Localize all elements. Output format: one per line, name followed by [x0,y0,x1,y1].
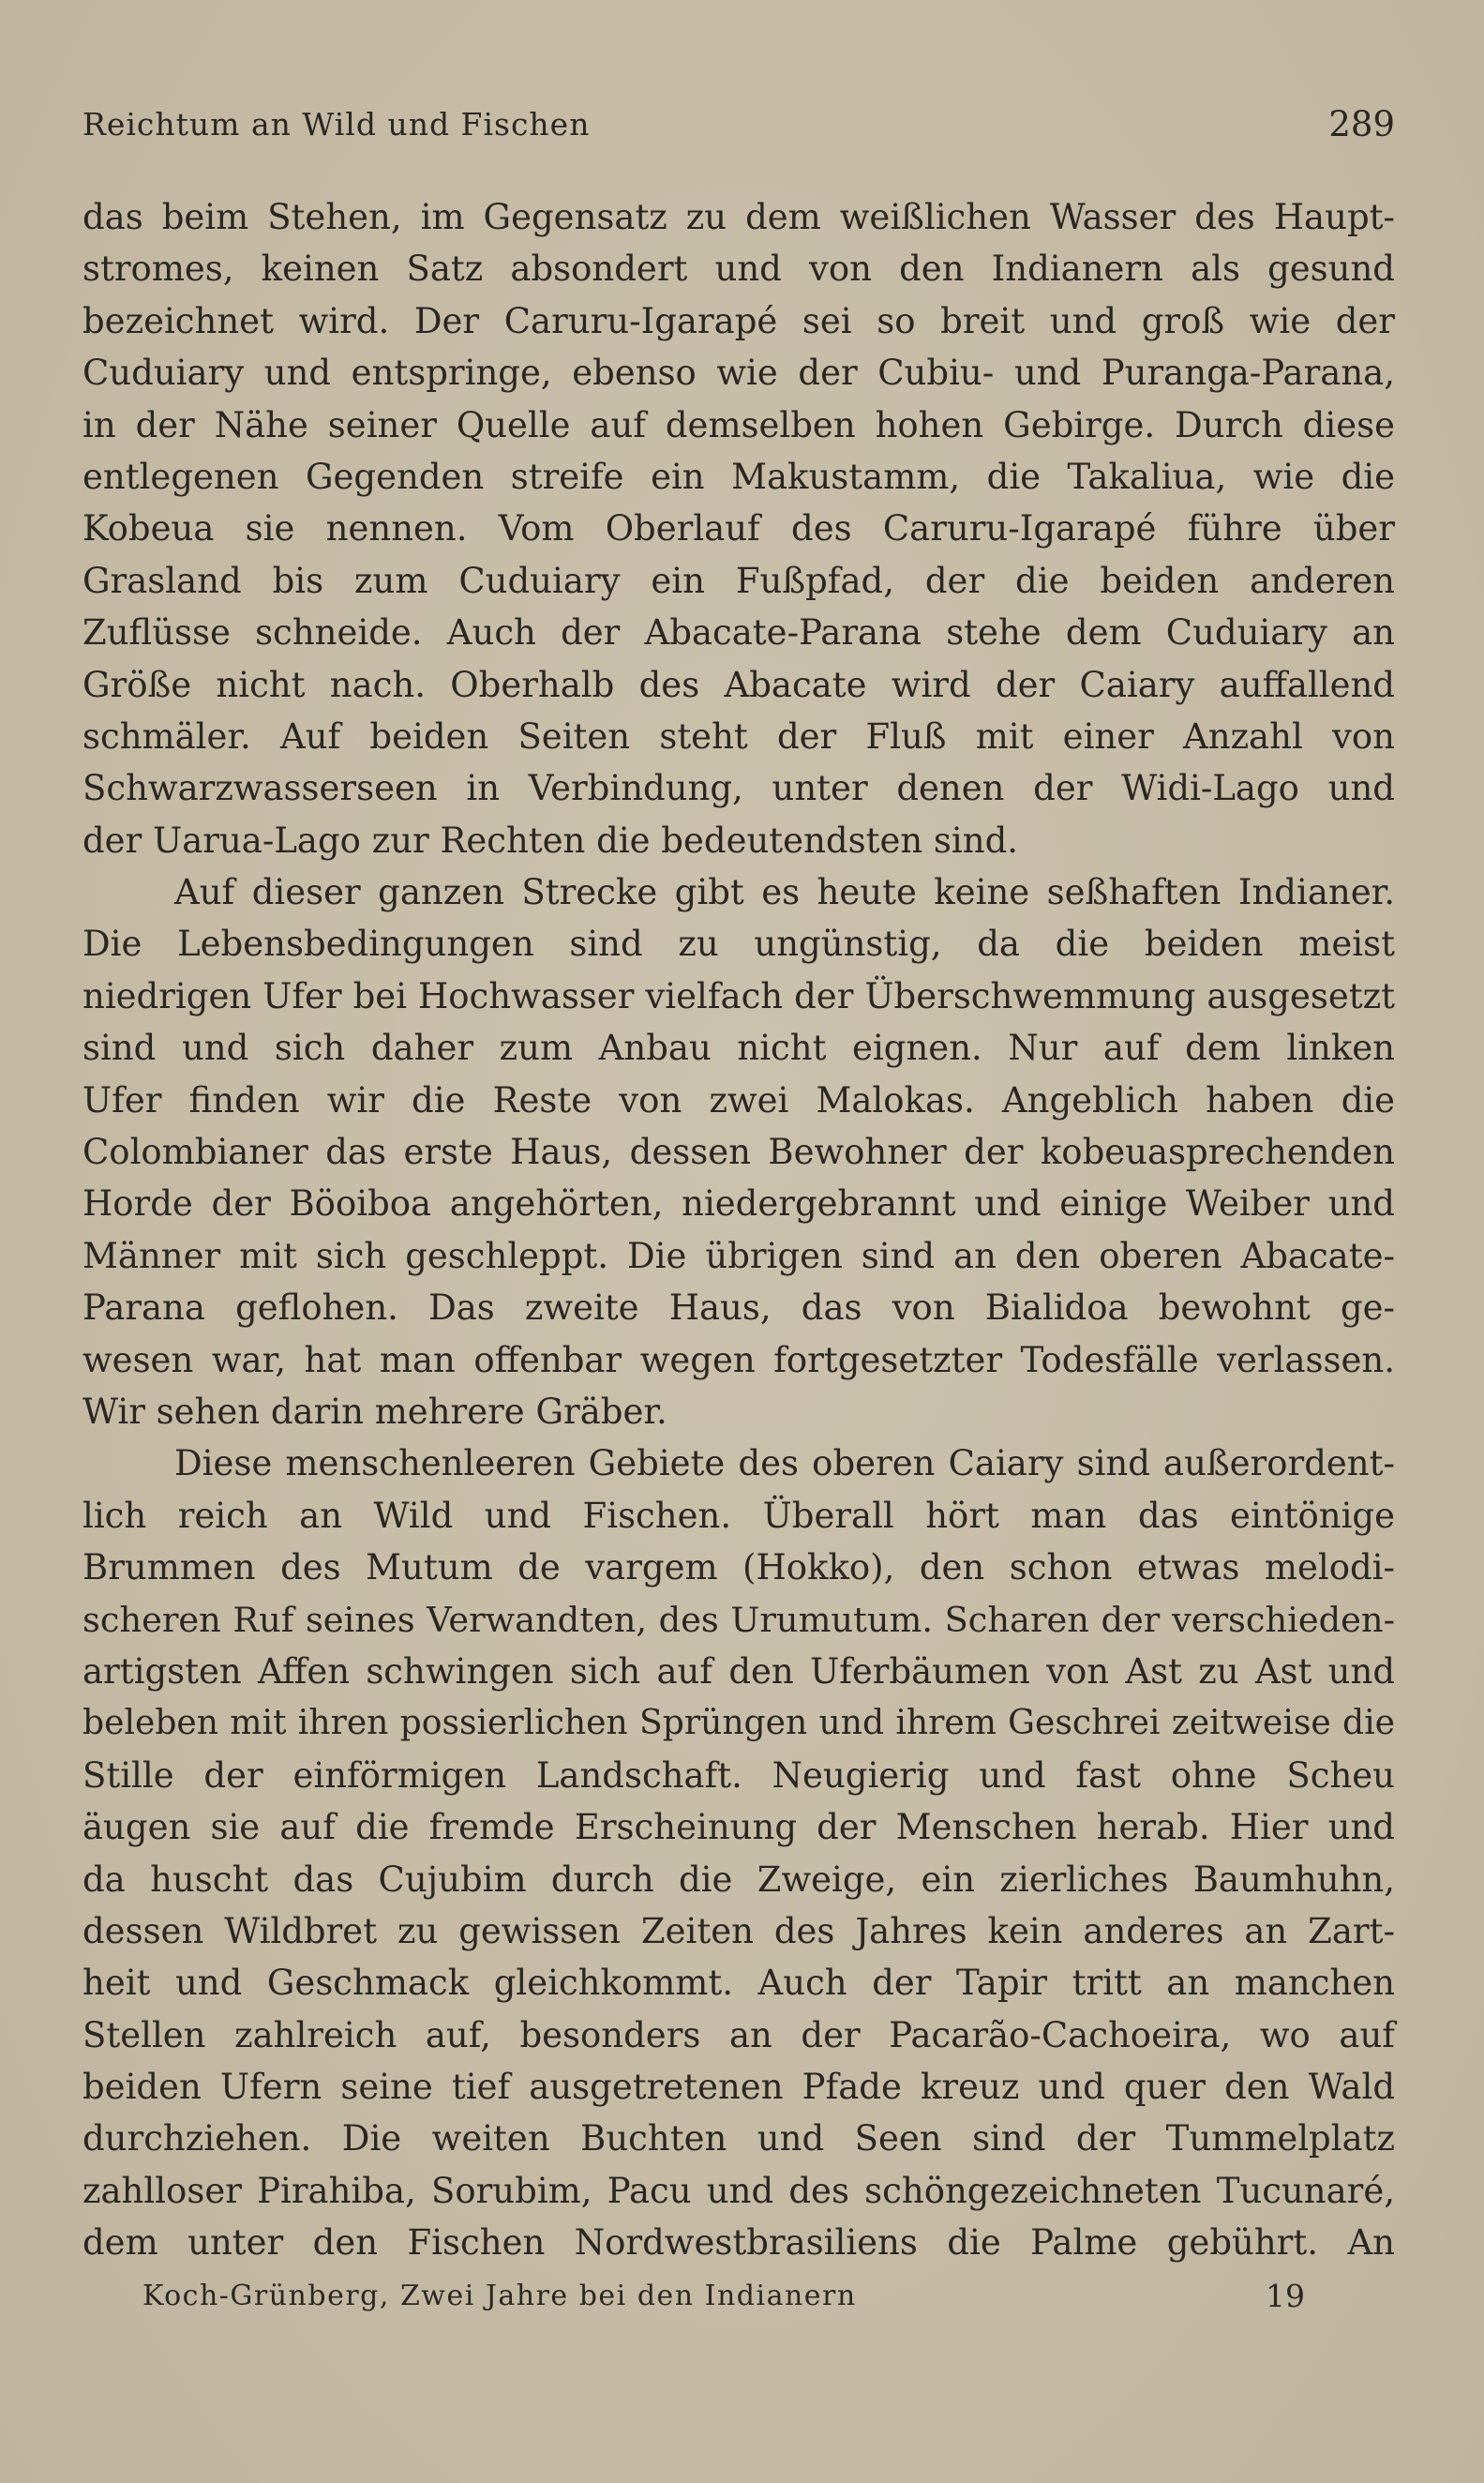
text-line: wesen war, hat man offenbar wegen fortgesetzter Todesfälle verlassen. [82,1339,1395,1380]
text-line: Stellen zahlreich auf, besonders an der Pacarão-Cachoeira, wo auf [82,2014,1395,2055]
text-line: Parana geflohen. Das zweite Haus, das von Bialidoa bewohnt ge- [82,1287,1395,1329]
page-number: 289 [1328,104,1395,144]
text-line: sind und sich daher zum Anbau nicht eignen. Nur auf dem linken [82,1028,1395,1069]
text-line: durchziehen. Die weiten Buchten und Seen sind der Tummelplatz [82,2118,1395,2159]
text-line: Kobeua sie nennen. Vom Oberlauf des Caruru-Igarapé führe über [82,508,1395,549]
text-line: stromes, keinen Satz absondert und von den Indianern als gesund [82,248,1395,290]
text-line: Größe nicht nach. Oberhalb des Abacate wird der Caiary auffallend [82,664,1395,705]
paragraph-last-line: der Uarua-Lago zur Rechten die bedeutendsten sind. [82,820,1019,861]
text-line: Grasland bis zum Cuduiary ein Fußpfad, der die beiden anderen [82,560,1395,601]
paragraph-last-line: Wir sehen darin mehrere Gräber. [82,1391,667,1432]
text-line: äugen sie auf die fremde Erscheinung der Menschen herab. Hier und [82,1807,1395,1848]
text-line: Schwarzwasserseen in Verbindung, unter denen der Widi-Lago und [82,768,1395,809]
text-line: Die Lebensbedingungen sind zu ungünstig, da die beiden meist [82,924,1395,965]
sheet-number: 19 [1266,2278,1305,2314]
text-line: lich reich an Wild und Fischen. Überall hört man das eintönige [82,1495,1395,1536]
paragraph-first-line: Diese menschenleeren Gebiete des oberen Caiary sind außerordent- [174,1443,1395,1484]
text-line: Colombianer das erste Haus, dessen Bewohner der kobeuasprechenden [82,1132,1395,1173]
text-line: heit und Geschmack gleichkommt. Auch der Tapir tritt an manchen [82,1963,1395,2004]
text-line: Horde der Böoiboa angehörten, niedergebrannt und einige Weiber und [82,1183,1395,1225]
text-line: entlegenen Gegenden streife ein Makustamm, die Takaliua, wie die [82,456,1395,497]
text-line: artigsten Affen schwingen sich auf den Uferbäumen von Ast zu Ast und [82,1650,1395,1692]
text-line: Männer mit sich geschleppt. Die übrigen sind an den oberen Abacate- [82,1235,1395,1276]
text-line: da huscht das Cujubim durch die Zweige, ein zierliches Baumhuhn, [82,1858,1395,1900]
text-line: niedrigen Ufer bei Hochwasser vielfach der Überschwemmung ausgesetzt [82,975,1395,1016]
book-imprint: Koch-Grünberg, Zwei Jahre bei den Indianern [142,2280,857,2312]
text-line: Cuduiary und entspringe, ebenso wie der Cubiu- und Puranga-Parana, [82,353,1395,394]
text-line: scheren Ruf seines Verwandten, des Urumutum. Scharen der verschieden- [82,1599,1395,1640]
text-line: in der Nähe seiner Quelle auf demselben hohen Gebirge. Durch diese [82,404,1395,445]
text-line: bezeichnet wird. Der Caruru-Igarapé sei so breit und groß wie der [82,300,1395,341]
text-line: schmäler. Auf beiden Seiten steht der Fluß mit einer Anzahl von [82,715,1395,757]
body-text [82,191,1395,2269]
running-head [82,101,1395,148]
text-line: Brummen des Mutum de vargem (Hokko), den schon etwas melodi- [82,1547,1395,1588]
text-line: Zuflüsse schneide. Auch der Abacate-Parana stehe dem Cuduiary an [82,612,1395,654]
text-line: beleben mit ihren possierlichen Sprüngen und ihrem Geschrei zeitweise die [82,1703,1395,1743]
text-line: beiden Ufern seine tief ausgetretenen Pfade kreuz und quer den Wald [82,2067,1395,2108]
paragraph-first-line: Auf dieser ganzen Strecke gibt es heute keine seßhaften Indianer. [174,872,1395,913]
text-line: das beim Stehen, im Gegensatz zu dem weißlichen Wasser des Haupt- [82,197,1395,237]
text-line: zahlloser Pirahiba, Sorubim, Pacu und des schöngezeichneten Tucunaré, [82,2170,1395,2211]
text-line: dessen Wildbret zu gewissen Zeiten des Jahres kein anderes an Zart- [82,1910,1395,1951]
text-line: Stille der einförmigen Landschaft. Neugierig und fast ohne Scheu [82,1754,1395,1796]
text-line: dem unter den Fischen Nordwestbrasiliens die Palme gebührt. An [82,2222,1395,2264]
running-title: Reichtum an Wild und Fischen [82,106,591,143]
text-line: Ufer finden wir die Reste von zwei Malokas. Angeblich haben die [82,1079,1395,1121]
signature-line [142,2275,1305,2318]
